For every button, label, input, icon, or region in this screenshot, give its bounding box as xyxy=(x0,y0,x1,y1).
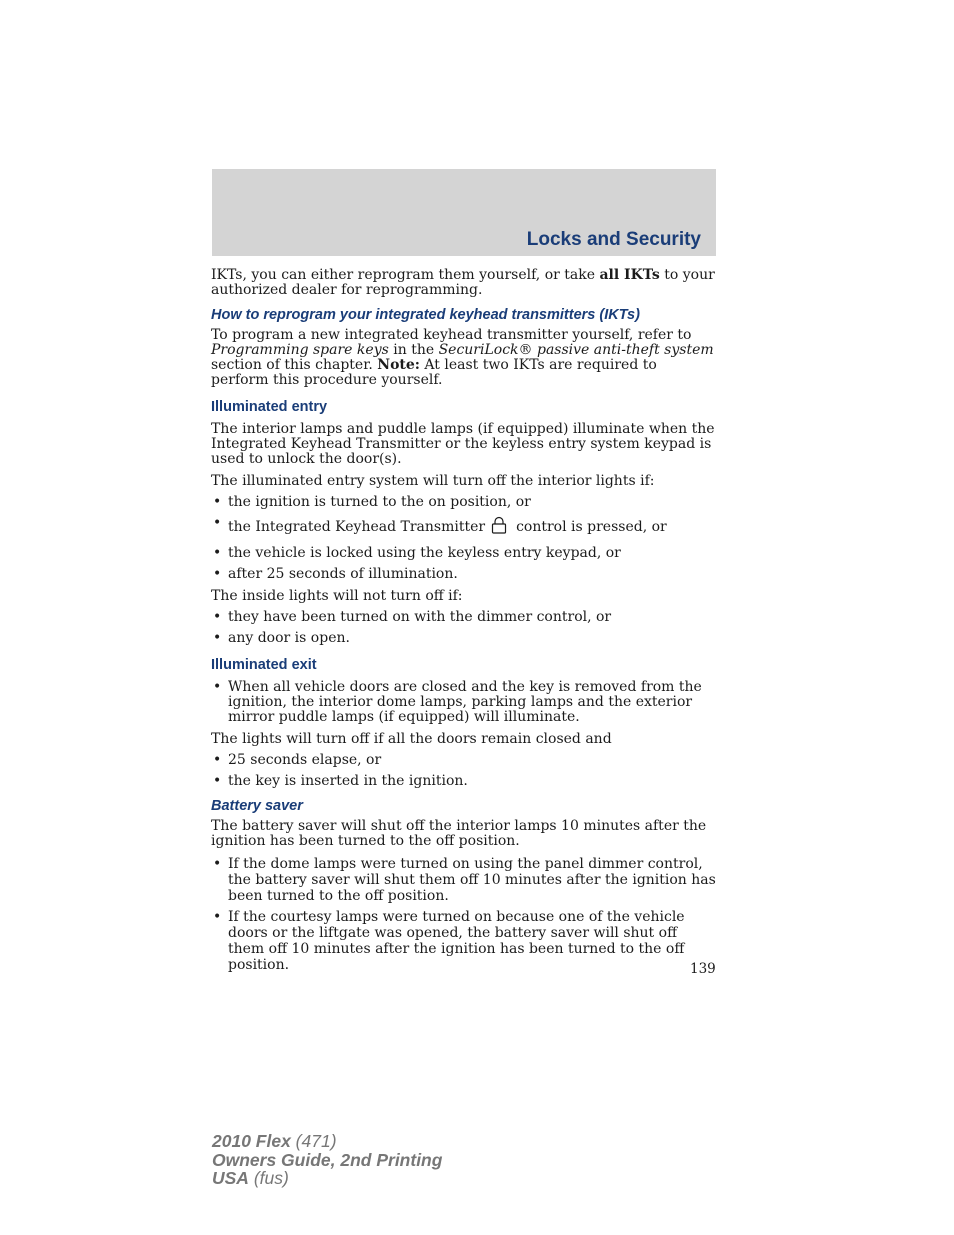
footer-line-region: USA (fus) xyxy=(212,1168,289,1188)
list-item: • after 25 seconds of illumination. xyxy=(211,567,717,582)
list-item: • the vehicle is locked using the keyless entry keypad, or xyxy=(211,546,717,561)
illuminated-exit-heading: Illuminated exit xyxy=(211,657,317,673)
list-item: • the key is inserted in the ignition. xyxy=(211,774,717,789)
page-number: 139 xyxy=(690,961,716,977)
footer-line-guide: Owners Guide, 2nd Printing xyxy=(212,1149,443,1170)
section-title: Locks and Security xyxy=(526,229,701,250)
section-header-bar xyxy=(212,169,716,256)
list-item: • If the courtesy lamps were turned on because one of the vehicle doors or the liftgate was opened, the battery saver will shut off them off 10 minutes after the ignition has been turned to the off position. xyxy=(211,909,717,973)
list-item: • When all vehicle doors are closed and the key is removed from the ignition, the interior dome lamps, parking lamps and the exterior mirror puddle lamps (if equipped) will illuminate. xyxy=(211,680,717,725)
list-item: • the Integrated Keyhead Transmitter control is pressed, or xyxy=(211,516,717,538)
illuminated-entry-heading: Illuminated entry xyxy=(211,399,328,415)
list-item: • they have been turned on with the dimmer control, or xyxy=(211,610,717,625)
entry-not-off-list xyxy=(211,610,717,646)
note-label: Note: xyxy=(377,357,420,373)
lock-icon xyxy=(491,516,507,538)
illuminated-entry-intro: The illuminated entry system will turn off the interior lights if: xyxy=(211,473,655,489)
list-item: • the ignition is turned to the on position, or xyxy=(211,495,717,510)
document-footer xyxy=(212,1132,442,1188)
reprogram-heading: How to reprogram your integrated keyhead transmitters (IKTs) xyxy=(211,307,640,323)
battery-saver-heading: Battery saver xyxy=(211,798,303,814)
ref-programming-spare-keys: Programming spare keys xyxy=(211,342,389,358)
exit-off-list xyxy=(211,753,717,789)
battery-saver-list xyxy=(211,856,717,973)
exit-paragraph: The lights will turn off if all the doors remain closed and xyxy=(211,731,612,747)
list-item: • 25 seconds elapse, or xyxy=(211,753,717,768)
exit-list xyxy=(211,680,717,725)
intro-paragraph: IKTs, you can either reprogram them yourself, or take all IKTs to your authorized dealer for reprogramming. xyxy=(211,267,715,298)
footer-line-model: 2010 Flex (471) xyxy=(212,1131,337,1151)
inside-lights-intro: The inside lights will not turn off if: xyxy=(211,588,463,604)
entry-off-list xyxy=(211,495,717,582)
list-item: • If the dome lamps were turned on using the panel dimmer control, the battery saver will shut them off 10 minutes after the ignition has been turned to the off position. xyxy=(211,856,717,904)
list-item: • any door is open. xyxy=(211,631,717,646)
reprogram-paragraph: To program a new integrated keyhead transmitter yourself, refer to Programming spare keys in the SecuriLock® passive anti-theft system section of this chapter. Note: At least two IKTs are required to perform this procedure yourself. xyxy=(211,327,714,388)
illuminated-entry-paragraph: The interior lamps and puddle lamps (if equipped) illuminate when the Integrated Keyhead Transmitter or the keyless entry system keypad is used to unlock the door(s). xyxy=(211,421,715,467)
page-content xyxy=(211,268,717,980)
ref-securilock: SecuriLock® passive anti-theft system xyxy=(438,342,714,358)
battery-saver-paragraph: The battery saver will shut off the interior lamps 10 minutes after the ignition has been turned to the off position. xyxy=(211,818,707,849)
